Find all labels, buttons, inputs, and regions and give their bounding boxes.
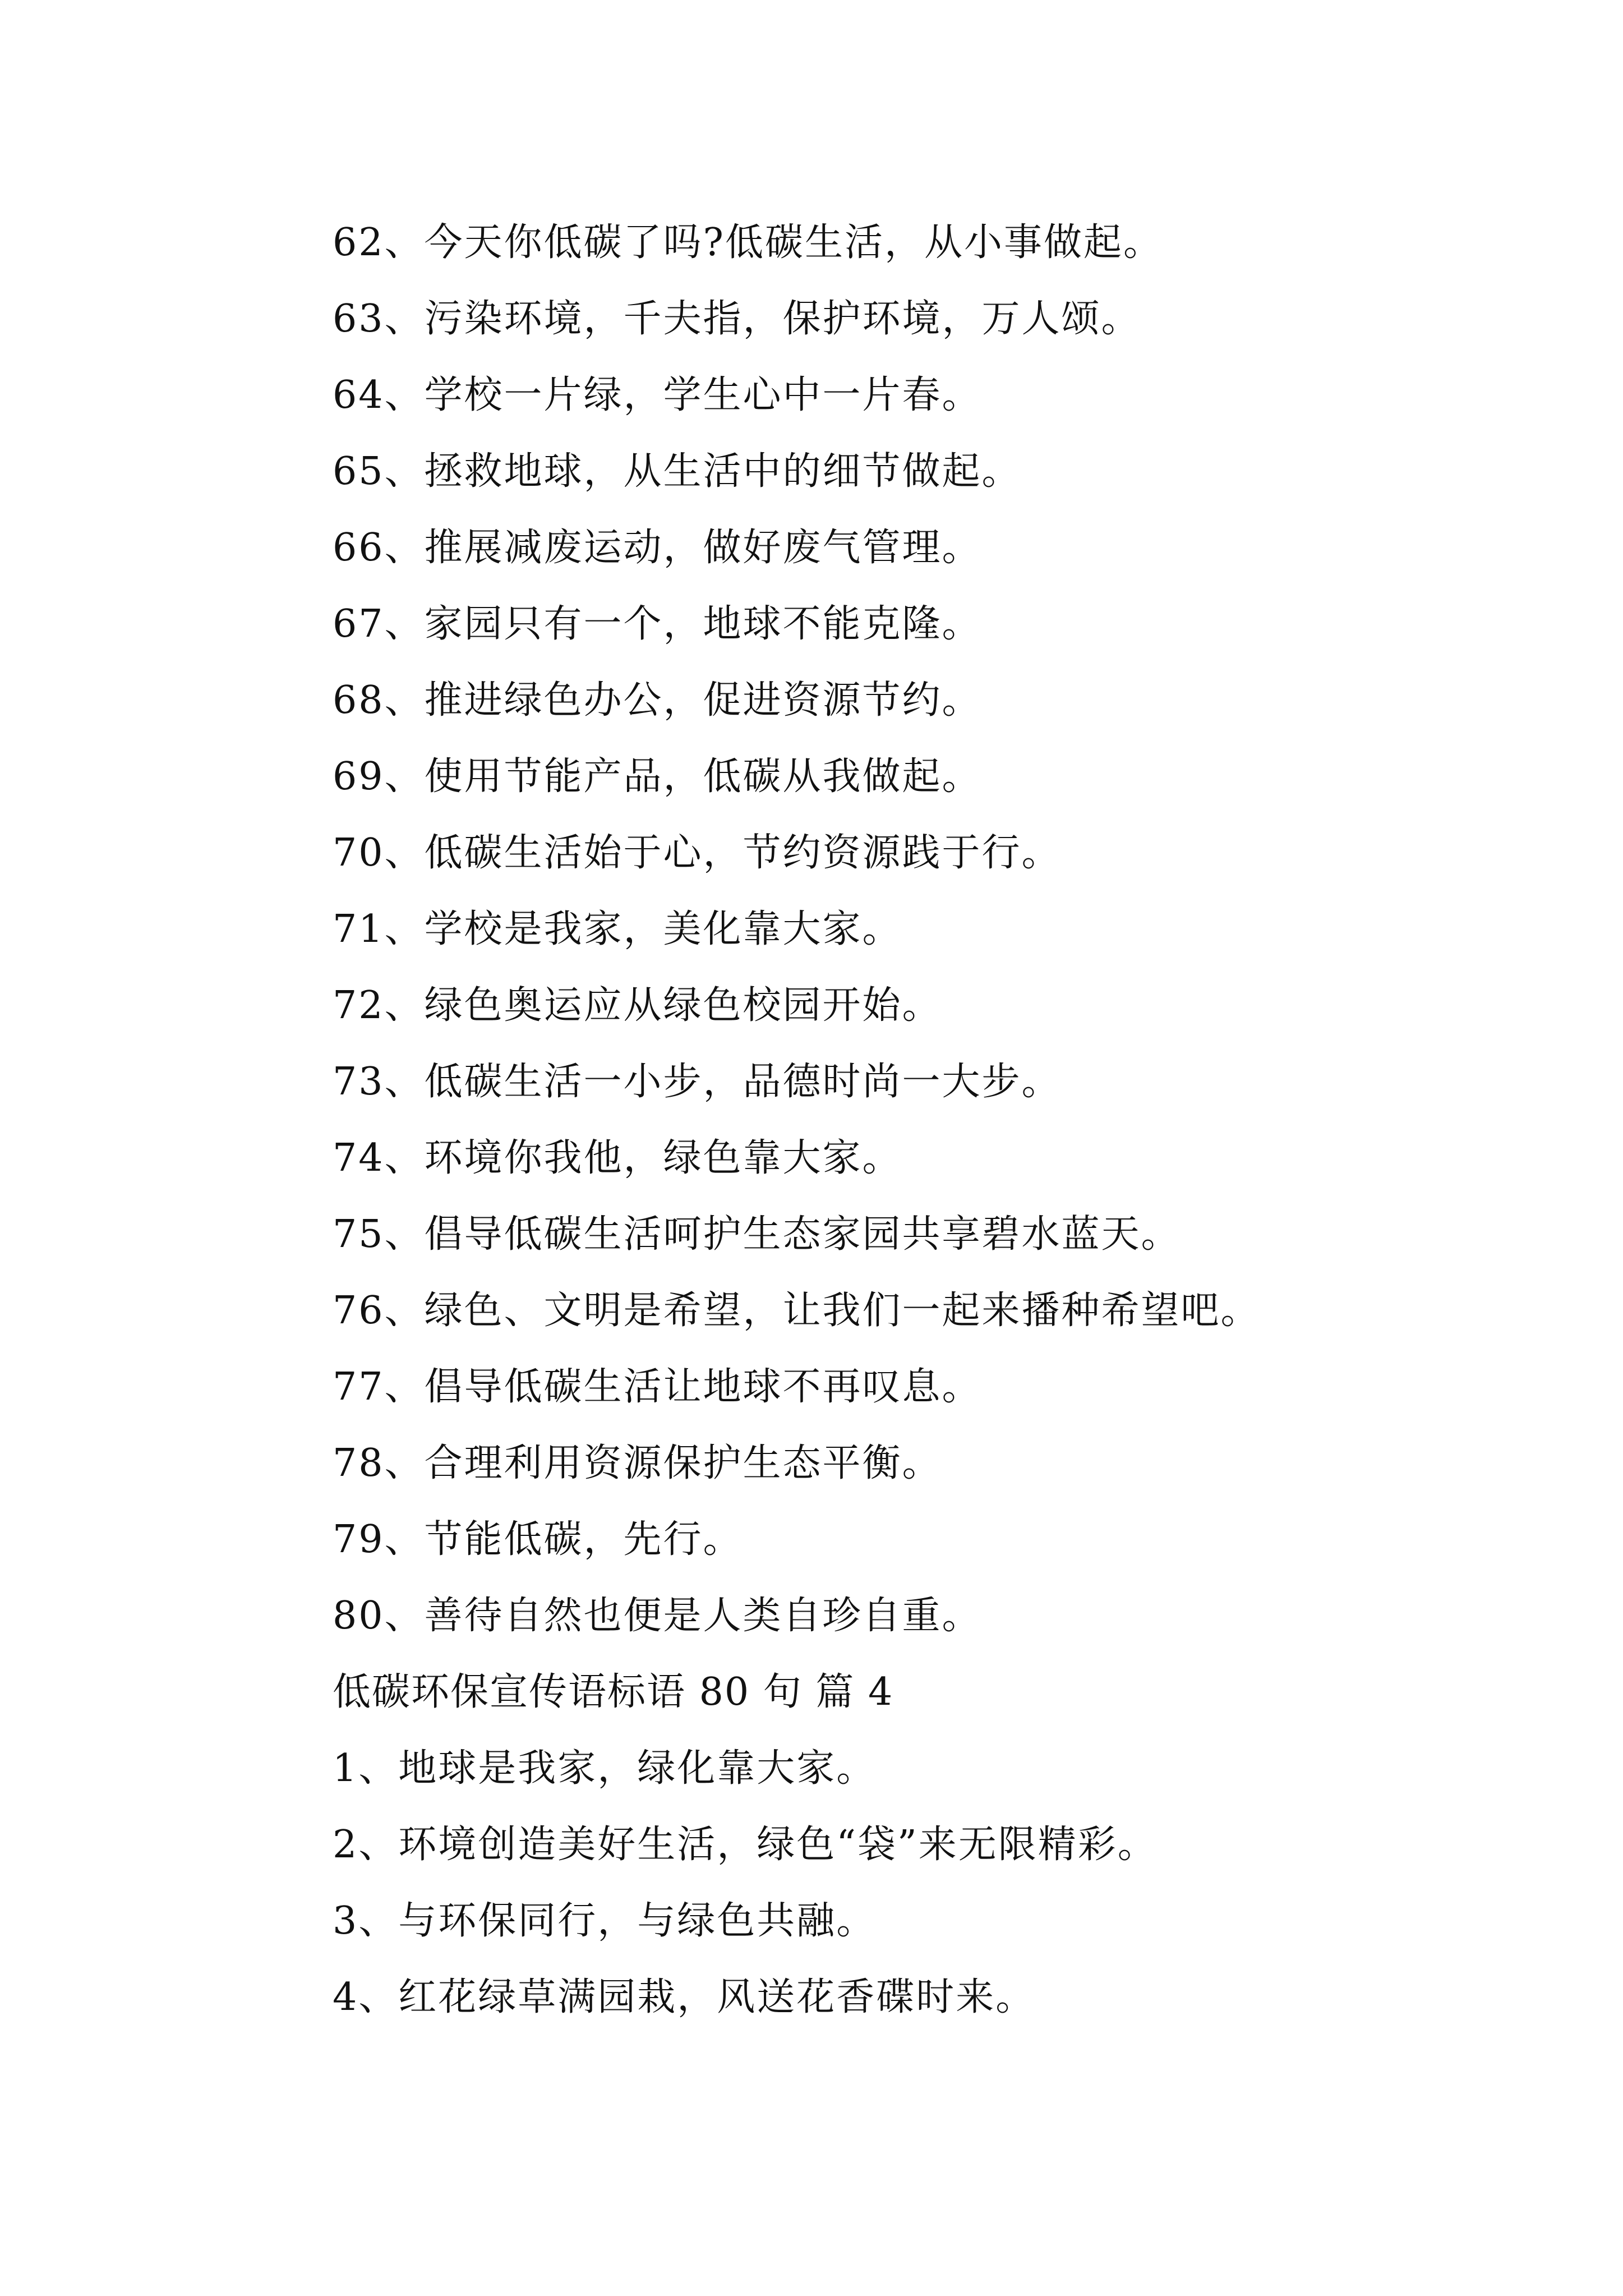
slogan-line: 73、低碳生活一小步，品德时尚一大步。	[333, 1060, 1062, 1104]
slogan-line: 78、合理利用资源保护生态平衡。	[333, 1441, 942, 1485]
slogan-line: 4、红花绿草满园栽，风送花香碟时来。	[333, 1975, 1036, 2019]
slogan-line: 64、学校一片绿，学生心中一片春。	[333, 373, 982, 417]
slogan-line: 76、绿色、文明是希望，让我们一起来播种希望吧。	[333, 1289, 1261, 1333]
slogan-line: 2、环境创造美好生活，绿色“袋”来无限精彩。	[333, 1823, 1158, 1867]
slogan-line: 70、低碳生活始于心，节约资源践于行。	[333, 831, 1062, 875]
document-body	[333, 205, 1510, 2036]
slogan-line: 79、节能低碳，先行。	[333, 1517, 743, 1562]
section-heading: 低碳环保宣传语标语 80 句 篇 4	[333, 1670, 894, 1714]
slogan-line: 1、地球是我家，绿化靠大家。	[333, 1746, 877, 1791]
slogan-line: 77、倡导低碳生活让地球不再叹息。	[333, 1365, 982, 1409]
slogan-line: 66、推展减废运动，做好废气管理。	[333, 526, 982, 570]
slogan-line: 69、使用节能产品，低碳从我做起。	[333, 754, 982, 799]
slogan-line: 74、环境你我他，绿色靠大家。	[333, 1136, 902, 1180]
slogan-line: 72、绿色奥运应从绿色校园开始。	[333, 983, 942, 1028]
slogan-line: 71、学校是我家，美化靠大家。	[333, 907, 902, 951]
slogan-line: 68、推进绿色办公，促进资源节约。	[333, 678, 982, 723]
slogan-line: 75、倡导低碳生活呵护生态家园共享碧水蓝天。	[333, 1212, 1181, 1257]
slogan-line: 80、善待自然也便是人类自珍自重。	[333, 1594, 982, 1638]
slogan-line: 63、污染环境，千夫指，保护环境，万人颂。	[333, 297, 1141, 341]
slogan-line: 62、今天你低碳了吗?低碳生活，从小事做起。	[333, 220, 1163, 265]
slogan-line: 67、家园只有一个，地球不能克隆。	[333, 602, 982, 646]
slogan-line: 3、与环保同行，与绿色共融。	[333, 1899, 877, 1943]
slogan-line: 65、拯救地球，从生活中的细节做起。	[333, 449, 1022, 494]
